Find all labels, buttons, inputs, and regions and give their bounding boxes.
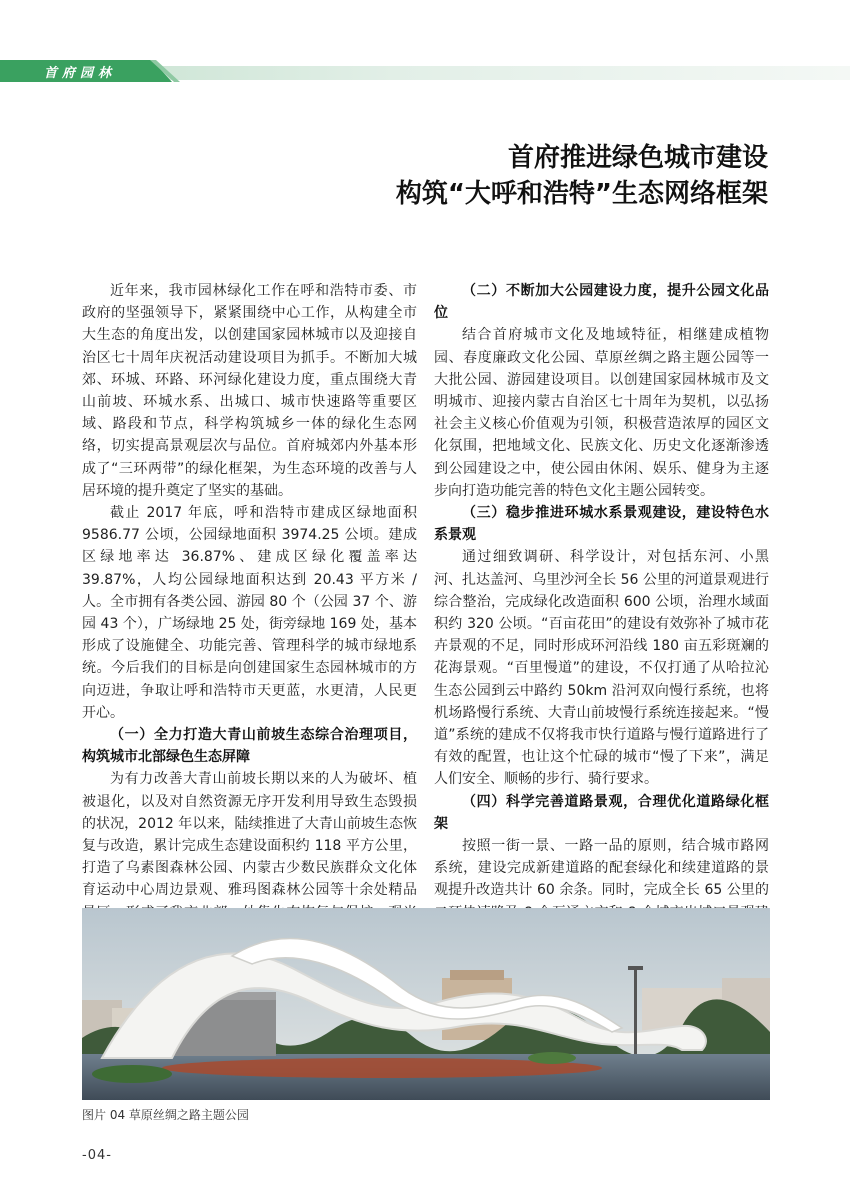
paragraph-section-4: 按照一街一景、一路一品的原则，结合城市路网系统，建设完成新建道路的配套绿化和续建道路的景观提升改造共计 60 余条。同时，完成全长 65 公里的 <box>434 838 769 899</box>
paragraph-section-2: 结合首府城市文化及地域特征，相继建成植物园、春度廉政文化公园、草原丝绸之路主题公园等一大批公园、游园建设项目。以创建国家园林城市及文明城市、迎接内蒙古自治区七十周年为契机，以弘扬社会主义核心价值观为引领，积极营造浓厚的园区文化氛围，把地域文化、民族文化、历史文化逐渐渗透到公园建设之中，使公园由休闲、娱乐、健身为主逐步向打造功能完善的特色文化主题公园转变。 <box>434 327 769 499</box>
right-column <box>434 280 769 991</box>
park-photo-illustration <box>82 908 770 1100</box>
left-column <box>82 280 417 946</box>
section-heading-4: （四）科学完善道路景观，合理优化道路绿化框架 <box>434 793 769 832</box>
section-label: 首府园林 <box>44 66 117 81</box>
section-heading-1: （一）全力打造大青山前坡生态综合治理项目，构筑城市北部绿色生态屏障 <box>82 727 417 766</box>
title-line-2: 构筑“大呼和浩特”生态网络框架 <box>395 179 768 209</box>
paragraph-intro: 近年来，我市园林绿化工作在呼和浩特市委、市政府的坚强领导下，紧紧围绕中心工作，从构建全市大生态的角度出发，以创建国家园林城市以及迎接自治区七十周年庆祝活动建设项目为抓手。不断加大城郊、环城、环路、环河绿化建设力度，重点围绕大青山前坡、环城水系、出城口、城市快速路等重要区域、路段和节点，科学构筑城乡一体的绿化生态网络，切实提高景观层次与品位。首府城郊内外基本形成了“三环两带”的绿化框架，为生态环境的改善与人居环境的提升奠定了坚实的基础。 <box>82 283 417 499</box>
title-line-1: 首府推进绿色城市建设 <box>507 143 768 173</box>
paragraph-section-1: 为有力改善大青山前坡长期以来的人为破坏、植被退化，以及对自然资源无序开发利用导致生态毁损的状况，2012 年以来，陆续推进了大青山前坡生态恢复与改造，累计完成生态建设面积约 118 平方公里，打造了乌素图森林公园、内蒙古少数民族群众文化体育运动中心周边景观、雅玛图森林公园等十余处精品 <box>82 771 417 899</box>
header-stripe <box>150 66 850 80</box>
paragraph-statistics: 截止 2017 年底，呼和浩特市建成区绿地面积 9586.77 公顷，公园绿地面积 3974.25 公顷。建成区绿地率达 36.87%、建成区绿化覆盖率达 39.87%，人均公园绿地面积达到 20.43 平方米 / 人。全市拥有各类公园、游园 80 个（公园 37 个、游园 43 个），广场绿地 25 处，街旁绿地 169 处，基本形成了设施健全、功能完善、管理科学的城市绿地系统。今后我们的目标是向创建国家生态园林城市的方向迈进，争取让呼和浩特市天更蓝，水更清，人民更开心。 <box>82 505 417 721</box>
section-heading-2: （二）不断加大公园建设力度，提升公园文化品位 <box>434 283 769 322</box>
park-photo <box>82 908 770 1100</box>
section-heading-3: （三）稳步推进环城水系景观建设，建设特色水系景观 <box>434 505 769 544</box>
article-title <box>396 140 768 212</box>
header-band <box>0 60 850 82</box>
page-number: -04- <box>82 1148 112 1163</box>
photo-caption: 图片 04 草原丝绸之路主题公园 <box>82 1108 249 1122</box>
paragraph-section-3: 通过细致调研、科学设计，对包括东河、小黑河、扎达盖河、乌里沙河全长 56 公里的河道景观进行综合整治，完成绿化改造面积 600 公顷，治理水域面积约 320 公顷。“百亩花田”的建设有效弥补了城市花卉景观的不足，同时形成环河沿线 180 亩五彩斑斓的花海景观。“百里慢道”的建设，不仅打通了从哈拉沁生态公园到云中路约 50km 沿河双向慢行系统，也将机场路慢行系统、大青山前坡慢行系统连接起来。“慢道”系统的建成不仅将我市快行道路与慢行道路进行了有效的配置，也让这个忙碌的城市“慢了下来”，满足人们安全、顺畅的步行、骑行要求。 <box>434 549 769 788</box>
